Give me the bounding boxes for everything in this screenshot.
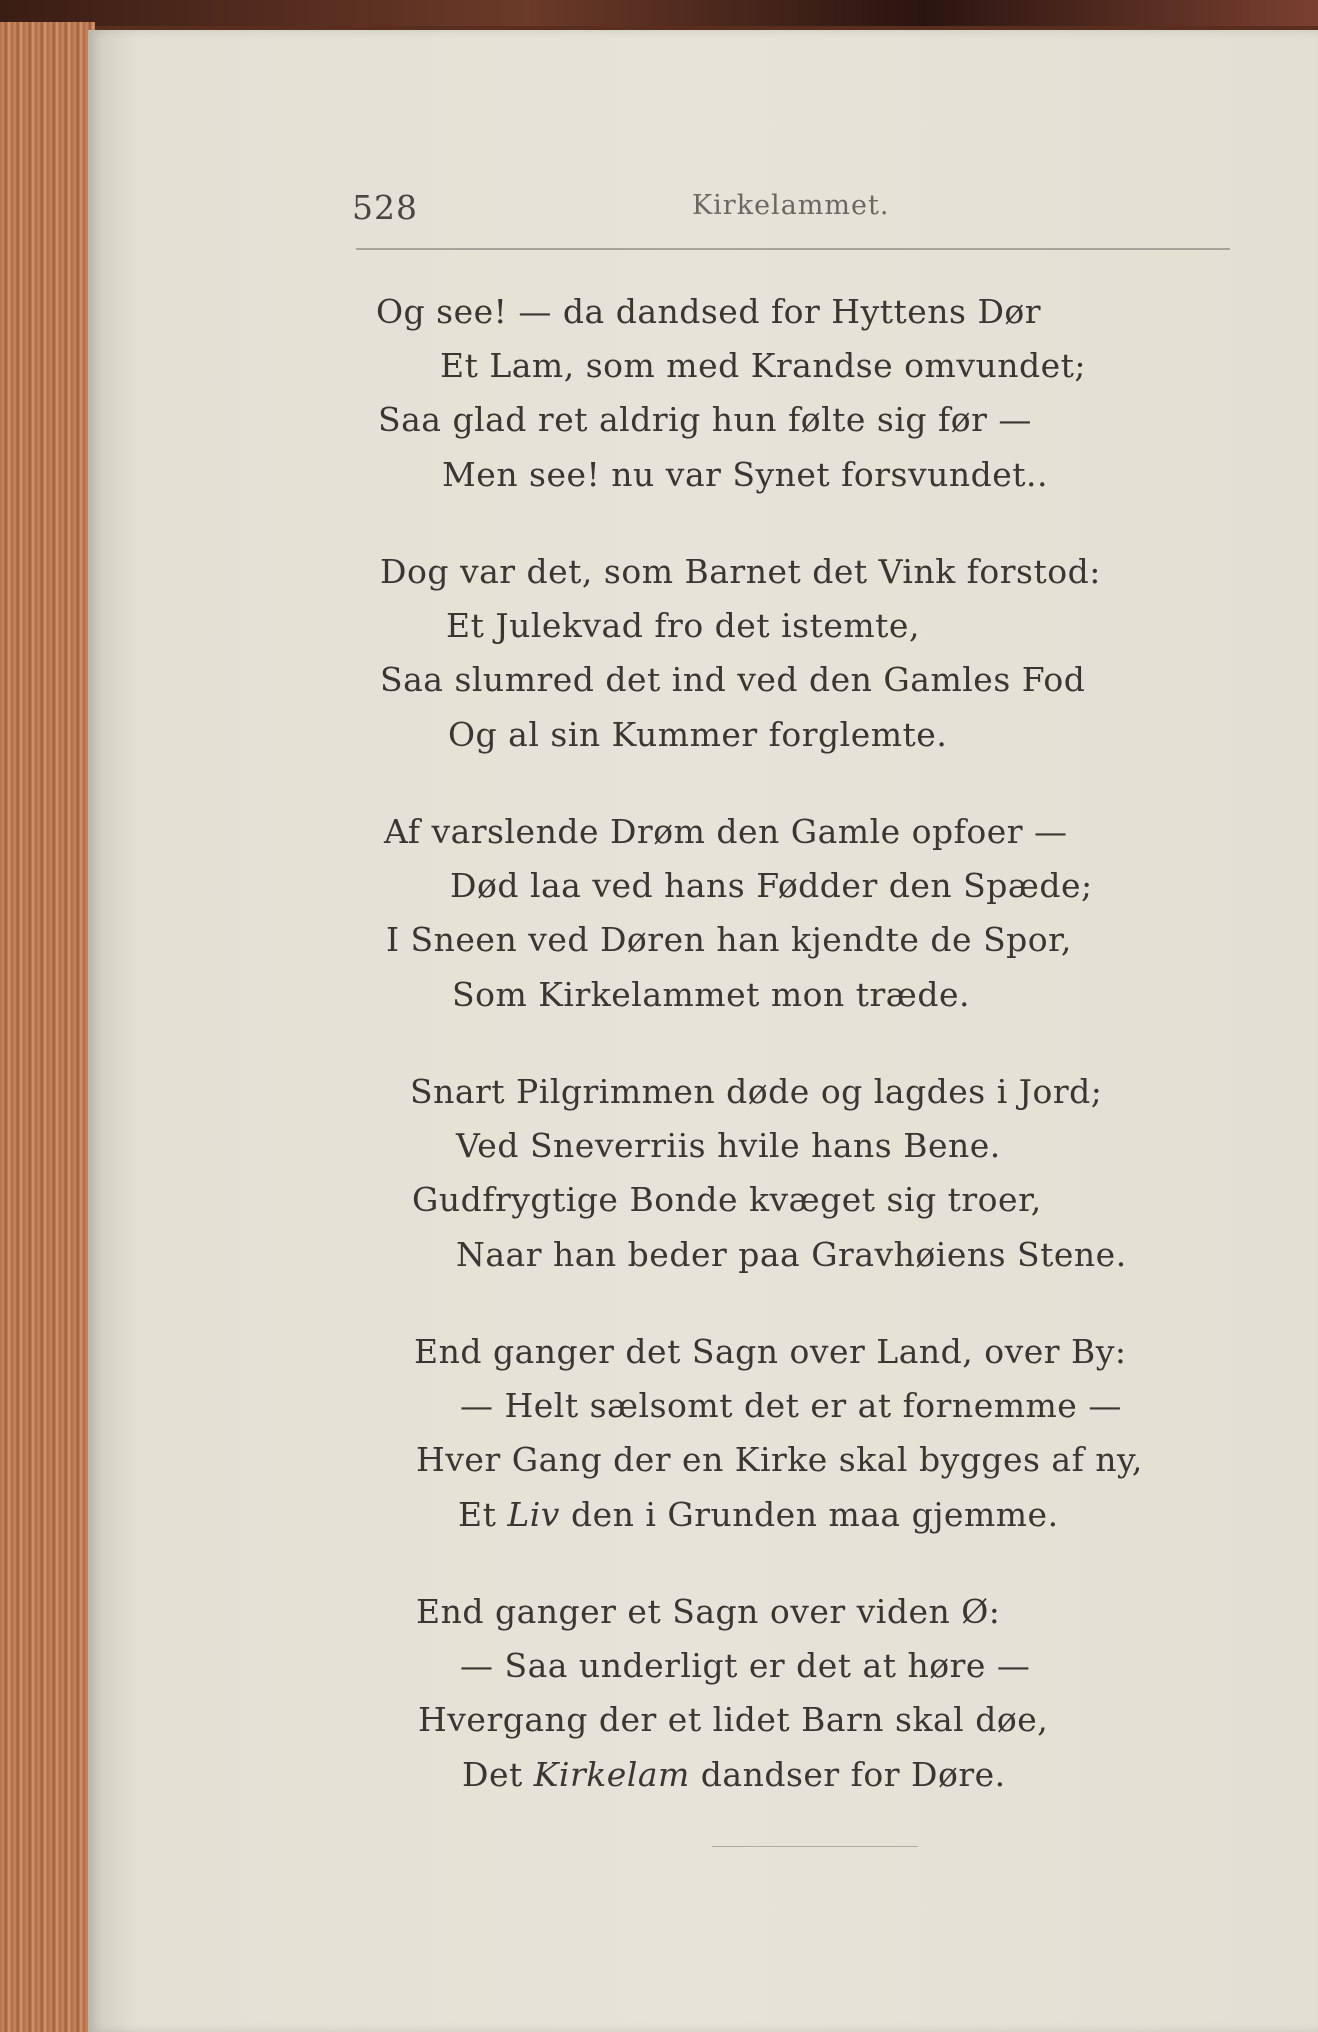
poem-line: Et Julekvad fro det istemte, xyxy=(446,606,920,645)
poem-line: — Saa underligt er det at høre — xyxy=(460,1646,1031,1685)
line-text: Et xyxy=(458,1495,508,1534)
poem-line: Dog var det, som Barnet det Vink forstod: xyxy=(380,552,1101,591)
poem-line: — Helt sælsomt det er at fornemme — xyxy=(460,1386,1122,1425)
poem-line: Hvergang der et lidet Barn skal døe, xyxy=(418,1700,1049,1739)
poem-line xyxy=(462,1755,1006,1794)
poem-line: End ganger et Sagn over viden Ø: xyxy=(416,1592,1001,1631)
poem-line: Naar han beder paa Gravhøiens Stene. xyxy=(456,1235,1127,1274)
poem-line: Men see! nu var Synet forsvundet.. xyxy=(442,455,1049,494)
poem-line: I Sneen ved Døren han kjendte de Spor, xyxy=(386,920,1072,959)
line-text: den i Grunden maa gjemme. xyxy=(559,1495,1059,1534)
poem-line: Saa slumred det ind ved den Gamles Fod xyxy=(380,660,1086,699)
poem-line: Død laa ved hans Fødder den Spæde; xyxy=(450,866,1093,905)
page-number: 528 xyxy=(352,188,418,227)
line-text: dandser for Døre. xyxy=(689,1755,1006,1794)
poem-line: Af varslende Drøm den Gamle opfoer — xyxy=(384,812,1068,851)
poem-line: End ganger det Sagn over Land, over By: xyxy=(414,1332,1127,1371)
poem-line: Ved Sneverriis hvile hans Bene. xyxy=(456,1126,1001,1165)
running-head: Kirkelammet. xyxy=(692,190,890,221)
emphasized-word: Liv xyxy=(507,1495,560,1534)
poem-line: Snart Pilgrimmen døde og lagdes i Jord; xyxy=(410,1072,1103,1111)
line-text: Det xyxy=(462,1755,534,1794)
poem-line: Og see! — da dandsed for Hyttens Dør xyxy=(376,292,1042,331)
poem-line: Som Kirkelammet mon træde. xyxy=(452,975,970,1014)
poem-line: Saa glad ret aldrig hun følte sig før — xyxy=(378,400,1032,439)
poem-line: Gudfrygtige Bonde kvæget sig troer, xyxy=(412,1180,1042,1219)
poem-line: Et Lam, som med Krandse omvundet; xyxy=(440,346,1086,385)
poem-line: Hver Gang der en Kirke skal bygges af ny, xyxy=(416,1440,1143,1479)
emphasized-word: Kirkelam xyxy=(533,1755,690,1794)
end-rule xyxy=(712,1846,918,1847)
poem-line xyxy=(458,1495,1059,1534)
poem-line: Og al sin Kummer forglemte. xyxy=(448,715,948,754)
